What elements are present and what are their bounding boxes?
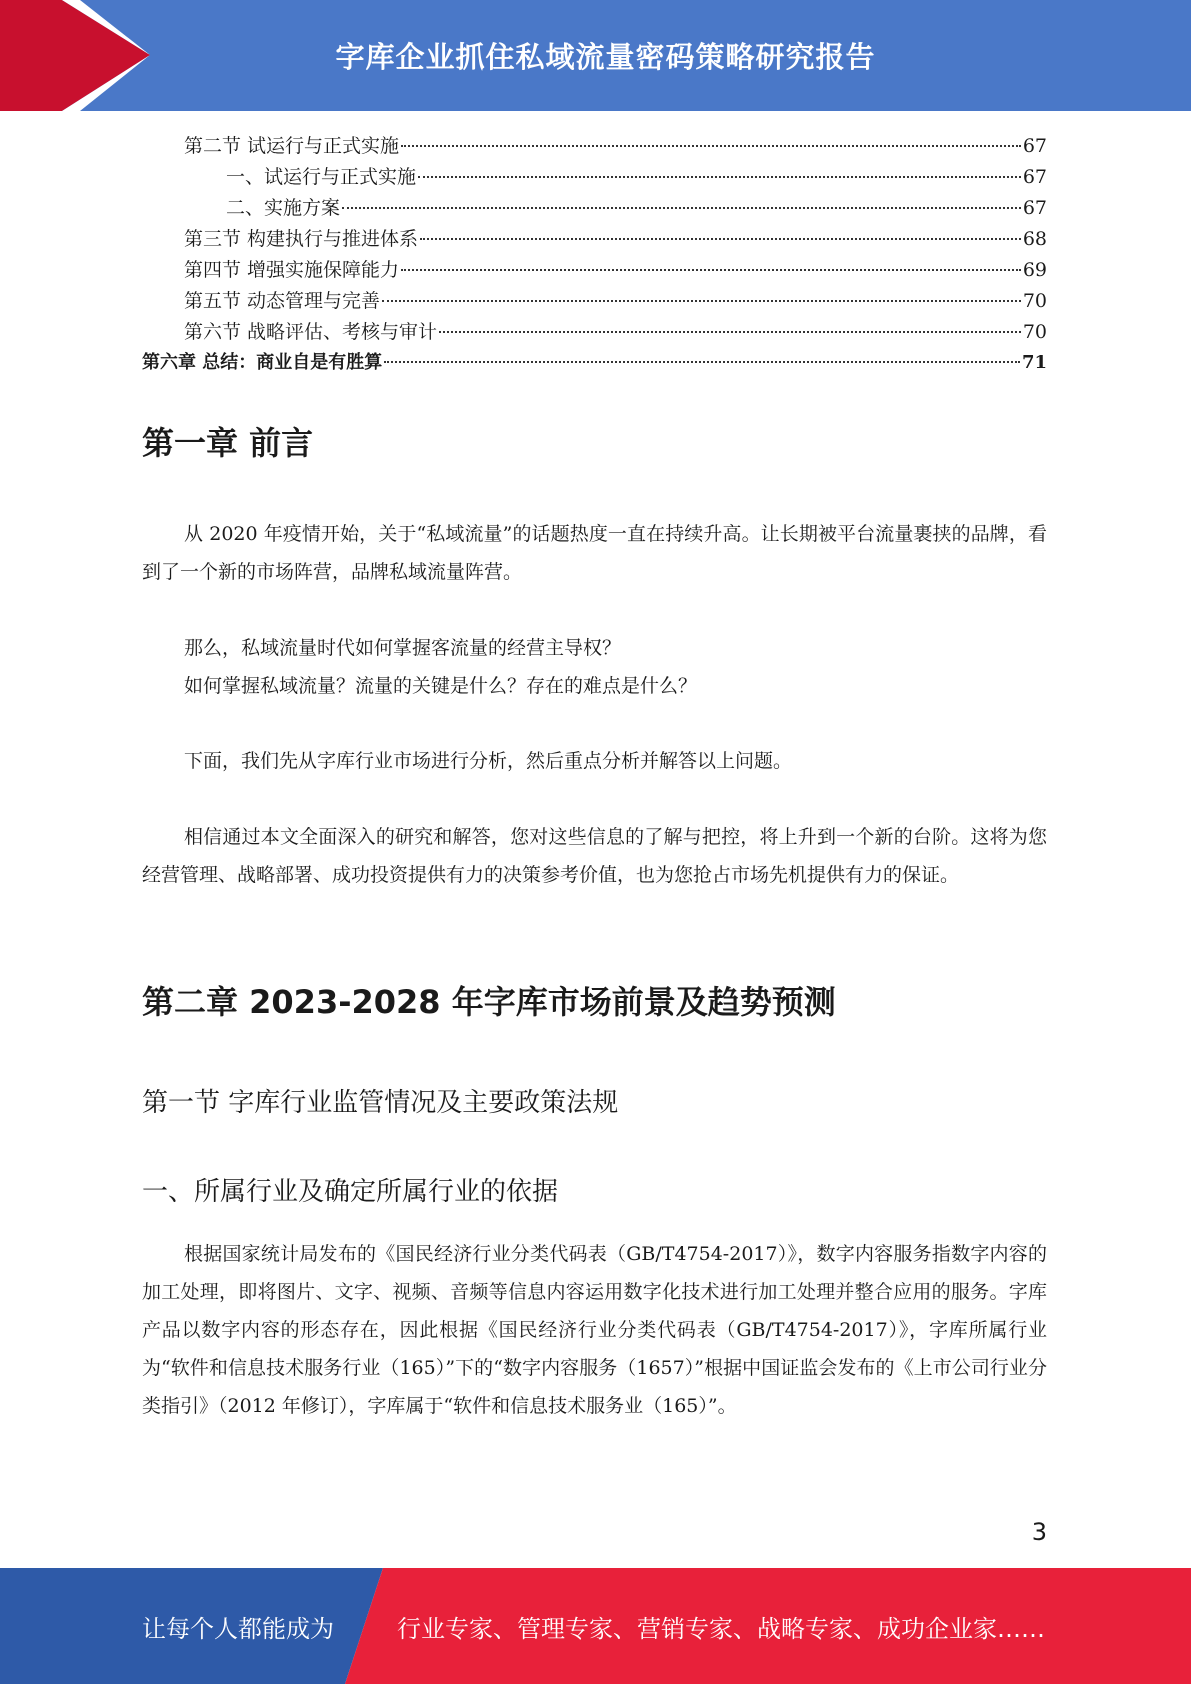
table-of-contents: [142, 131, 1047, 379]
footer-slogan-right: 行业专家、管理专家、营销专家、战略专家、成功企业家……: [397, 1614, 1045, 1643]
toc-entry-page: 71: [1021, 352, 1047, 373]
toc-leader-dots: [401, 269, 1021, 271]
toc-entry[interactable]: [142, 348, 1047, 379]
chapter-1-title: 第一章 前言: [142, 424, 314, 462]
toc-entry[interactable]: [142, 131, 1047, 162]
toc-leader-dots: [420, 238, 1021, 240]
chapter-1-question-2: 如何掌握私域流量？流量的关键是什么？存在的难点是什么？: [184, 675, 698, 697]
toc-entry[interactable]: [142, 162, 1047, 193]
toc-leader-dots: [418, 176, 1021, 178]
toc-entry-page: 70: [1022, 321, 1047, 343]
chapter-1-paragraph-2: 下面，我们先从字库行业市场进行分析，然后重点分析并解答以上问题。: [184, 750, 793, 772]
toc-entry[interactable]: [142, 193, 1047, 224]
toc-entry[interactable]: [142, 224, 1047, 255]
toc-entry-label: 第二节 试运行与正式实施: [184, 135, 400, 157]
toc-leader-dots: [342, 207, 1021, 209]
chapter-2-title: 第二章 2023-2028 年字库市场前景及趋势预测: [142, 983, 836, 1021]
report-title: 字库企业抓住私域流量密码策略研究报告: [335, 40, 876, 74]
chapter-2-paragraph-1: 根据国家统计局发布的《国民经济行业分类代码表（GB/T4754-2017）》，数字内容服务指数字内容的加工处理，即将图片、文字、视频、音频等信息内容运用数字化技术进行加工处理并整合应用的服务。字库产品以数字内容的形态存在，因此根据《国民经济行业分类代码表（GB/T4754-2017）》，字库所属行业为“软件和信息技术服务行业（165）”下的“数字内容服务（1657）”根据中国证监会发布的《上市公司行业分类指引》（2012 年修订），字库属于“软件和信息技术服务业（165）”。: [142, 1243, 1047, 1417]
page-number: 3: [1031, 1518, 1047, 1546]
toc-leader-dots: [401, 145, 1021, 147]
toc-entry-page: 69: [1022, 259, 1047, 281]
footer-slogan-left: 让每个人都能成为: [142, 1614, 334, 1643]
toc-entry-label: 第四节 增强实施保障能力: [184, 259, 400, 281]
toc-leader-dots: [439, 331, 1021, 333]
page-header: [0, 0, 1191, 111]
toc-entry-label: 第六节 战略评估、考核与审计: [184, 321, 438, 343]
chapter-1-paragraph-3: 相信通过本文全面深入的研究和解答，您对这些信息的了解与把控，将上升到一个新的台阶。这将为您经营管理、战略部署、成功投资提供有力的决策参考价值，也为您抢占市场先机提供有力的保证。: [142, 826, 1047, 886]
page-footer: [0, 1568, 1191, 1684]
toc-entry-page: 67: [1022, 197, 1047, 219]
toc-entry-label: 第六章 总结：商业自是有胜算: [142, 352, 383, 373]
toc-entry-label: 一、试运行与正式实施: [226, 166, 417, 188]
toc-entry[interactable]: [142, 317, 1047, 348]
toc-entry[interactable]: [142, 286, 1047, 317]
toc-entry-label: 第三节 构建执行与推进体系: [184, 228, 419, 250]
toc-entry[interactable]: [142, 255, 1047, 286]
chapter-1-paragraph-1: 从 2020 年疫情开始，关于“私域流量”的话题热度一直在持续升高。让长期被平台流量裹挟的品牌，看到了一个新的市场阵营，品牌私域流量阵营。: [142, 523, 1047, 583]
toc-entry-label: 第五节 动态管理与完善: [184, 290, 381, 312]
section-1-title: 第一节 字库行业监管情况及主要政策法规: [142, 1088, 619, 1118]
chapter-1-question-1: 那么，私域流量时代如何掌握客流量的经营主导权？: [184, 637, 622, 659]
toc-entry-page: 67: [1022, 135, 1047, 157]
toc-entry-label: 二、实施方案: [226, 197, 341, 219]
toc-leader-dots: [382, 300, 1021, 302]
toc-entry-page: 70: [1022, 290, 1047, 312]
toc-entry-page: 68: [1022, 228, 1047, 250]
subsection-1-title: 一、所属行业及确定所属行业的依据: [142, 1177, 559, 1207]
toc-entry-page: 67: [1022, 166, 1047, 188]
toc-leader-dots: [384, 361, 1020, 363]
